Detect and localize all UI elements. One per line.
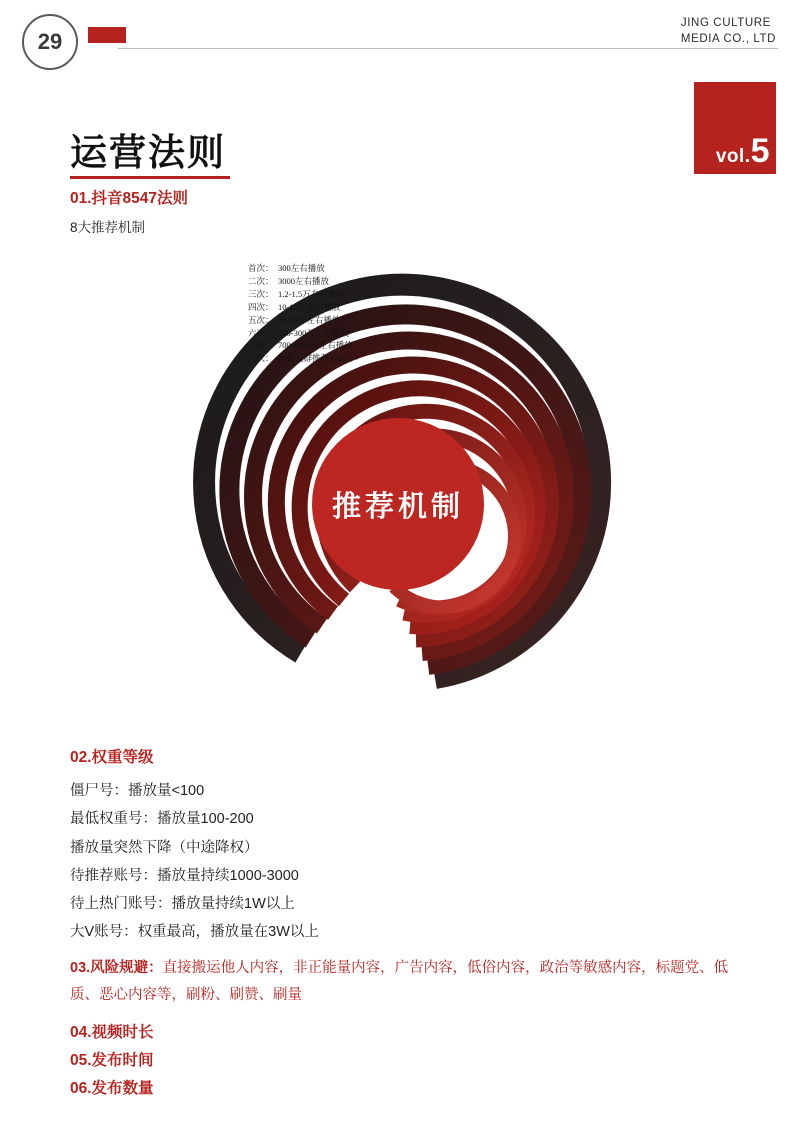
header-divider-line <box>118 48 778 49</box>
section-05-heading: 05.发布时间 <box>70 1052 154 1069</box>
legend-item <box>248 262 359 275</box>
legend-value: 1.2-1.5万左右播放 <box>278 288 345 299</box>
page-number-badge <box>22 14 78 70</box>
legend-item <box>248 301 359 314</box>
legend-value: 10-12万左右播放 <box>278 301 341 312</box>
section-02-line: 大V账号：权重最高，播放量在3W以上 <box>70 924 319 941</box>
section-04-heading: 04.视频时长 <box>70 1024 154 1041</box>
section-05 <box>70 1048 750 1070</box>
page-number-text: 29 <box>37 29 63 54</box>
section-03-heading: 03.风险规避： <box>70 960 163 976</box>
section-02-heading: 02.权重等级 <box>70 749 154 766</box>
legend-item <box>248 352 359 365</box>
volume-label <box>716 134 770 168</box>
volume-prefix: vol. <box>715 146 751 167</box>
legend-item <box>248 314 359 327</box>
legend-item <box>248 288 359 301</box>
legend-item <box>248 275 359 288</box>
diagram-legend <box>248 262 359 365</box>
section-03 <box>70 955 750 1009</box>
legend-key: 二次： <box>248 275 274 286</box>
legend-key: 八次： <box>248 353 274 364</box>
brand-line-1: JING CULTURE <box>680 17 771 29</box>
section-04 <box>70 1020 750 1042</box>
legend-value: 标签人群推荐3000万+ <box>278 353 360 364</box>
section-01-description: 8大推荐机制 <box>70 220 146 235</box>
section-06-heading: 06.发布数量 <box>70 1080 154 1097</box>
legend-value: 300左右播放 <box>278 263 325 273</box>
section-03-body: 直接搬运他人内容，非正能量内容，广告内容，低俗内容，政治等敏感内容，标题党、低质、恶心内容等，刷粉、刷赞、刷量 <box>70 960 729 1003</box>
legend-value: 700-1100万左右播放 <box>278 340 353 351</box>
page-title: 运营法则 <box>70 132 226 173</box>
legend-key: 四次： <box>248 301 274 312</box>
brand-block <box>681 16 776 47</box>
legend-key: 首次： <box>248 263 274 273</box>
title-underline <box>70 176 230 179</box>
section-02 <box>70 745 750 947</box>
recommendation-mechanism-diagram <box>170 250 630 720</box>
legend-item <box>248 339 359 352</box>
section-02-line: 播放量突然下降（中途降权） <box>70 839 259 856</box>
section-06 <box>70 1076 750 1098</box>
section-02-line: 僵尸号：播放量<100 <box>70 783 205 799</box>
section-03-text <box>70 955 750 1009</box>
section-02-line: 待上热门账号：播放量持续1W以上 <box>70 896 295 913</box>
diagram-center-circle <box>312 418 484 590</box>
legend-key: 六次： <box>248 327 274 338</box>
brand-line-2: MEDIA CO., LTD <box>680 32 776 45</box>
legend-key: 七次： <box>248 340 274 351</box>
volume-number: 5 <box>750 132 770 170</box>
legend-value: 3000左右播放 <box>278 275 330 286</box>
section-02-line: 待推荐账号：播放量持续1000-3000 <box>70 867 299 884</box>
section-02-line: 最低权重号：播放量100-200 <box>70 811 254 828</box>
legend-key: 三次： <box>248 288 274 299</box>
header-accent-bar <box>88 27 126 43</box>
legend-key: 五次： <box>248 314 274 325</box>
legend-item <box>248 327 359 340</box>
legend-value: 200-300万左右播放 <box>278 327 349 338</box>
legend-value: 40-60万左右播放 <box>278 314 341 325</box>
diagram-center-label: 推荐机制 <box>331 490 464 523</box>
section-01-heading: 01.抖音8547法则 <box>70 190 189 207</box>
